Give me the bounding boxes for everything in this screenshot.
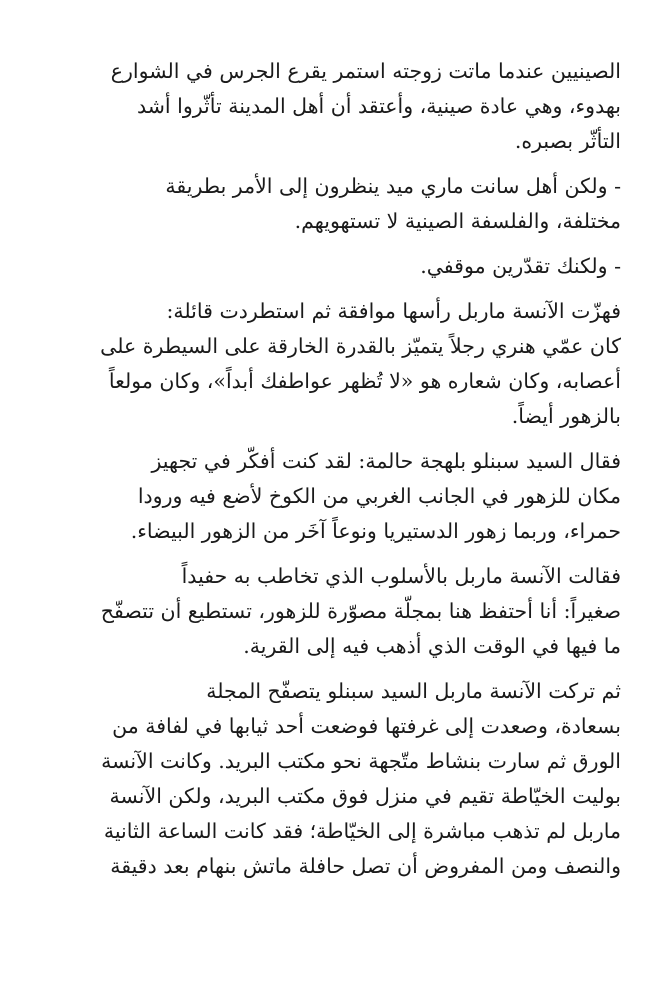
book-page bbox=[76, 54, 621, 894]
text-line: ما فيها في الوقت الذي أذهب فيه إلى القرية. bbox=[243, 634, 621, 658]
text-line: التأثّر بصبره. bbox=[514, 129, 621, 153]
paragraph-7 bbox=[76, 674, 621, 884]
paragraph-3 bbox=[76, 249, 621, 284]
paragraph-2 bbox=[76, 169, 621, 239]
text-line: ماربل لم تذهب مباشرة إلى الخيّاطة؛ فقد كانت الساعة الثانية bbox=[103, 819, 621, 843]
paragraph-5 bbox=[76, 444, 621, 549]
text-line: بسعادة، وصعدت إلى غرفتها فوضعت أحد ثيابها في لفافة من bbox=[112, 714, 621, 738]
text-line: مكان للزهور في الجانب الغربي من الكوخ لأضع فيه ورودا bbox=[137, 484, 621, 508]
text-line: الصينيين عندما ماتت زوجته استمر يقرع الجرس في الشوارع bbox=[110, 59, 621, 83]
paragraph-6 bbox=[76, 559, 621, 664]
text-line: مختلفة، والفلسفة الصينية لا تستهويهم. bbox=[294, 209, 621, 233]
text-line: ثم تركت الآنسة ماربل السيد سبنلو يتصفّح المجلة bbox=[206, 679, 621, 703]
paragraph-1 bbox=[76, 54, 621, 159]
text-line: - ولكنك تقدّرين موقفي. bbox=[420, 254, 621, 278]
text-line: الورق ثم سارت بنشاط متّجهة نحو مكتب البريد. وكانت الآنسة bbox=[101, 749, 621, 773]
text-line: صغيراً: أنا أحتفظ هنا بمجلّة مصوّرة للزهور، تستطيع أن تتصفّح bbox=[100, 599, 621, 623]
text-line: كان عمّي هنري رجلاً يتميّز بالقدرة الخارقة على السيطرة على bbox=[100, 334, 621, 358]
text-line: فقال السيد سبنلو بلهجة حالمة: لقد كنت أفكّر في تجهيز bbox=[151, 449, 621, 473]
text-line: حمراء، وربما زهور الدستيريا ونوعاً آخَر من الزهور البيضاء. bbox=[130, 519, 621, 543]
text-line: فهزّت الآنسة ماربل رأسها موافقة ثم استطردت قائلة: bbox=[166, 299, 621, 323]
text-line: - ولكن أهل سانت ماري ميد ينظرون إلى الأمر بطريقة bbox=[165, 174, 621, 198]
paragraph-4 bbox=[76, 294, 621, 434]
text-line: أعصابه، وكان شعاره هو «لا تُظهر عواطفك أبداً»، وكان مولعاً bbox=[108, 369, 621, 393]
text-line: بوليت الخيّاطة تقيم في منزل فوق مكتب البريد، ولكن الآنسة bbox=[109, 784, 621, 808]
text-line: فقالت الآنسة ماربل بالأسلوب الذي تخاطب به حفيداً bbox=[181, 564, 621, 588]
text-line: والنصف ومن المفروض أن تصل حافلة ماتش بنهام بعد دقيقة bbox=[110, 854, 621, 878]
text-line: بهدوء، وهي عادة صينية، وأعتقد أن أهل المدينة تأثّروا أشد bbox=[137, 94, 621, 118]
text-line: بالزهور أيضاً. bbox=[511, 404, 621, 428]
